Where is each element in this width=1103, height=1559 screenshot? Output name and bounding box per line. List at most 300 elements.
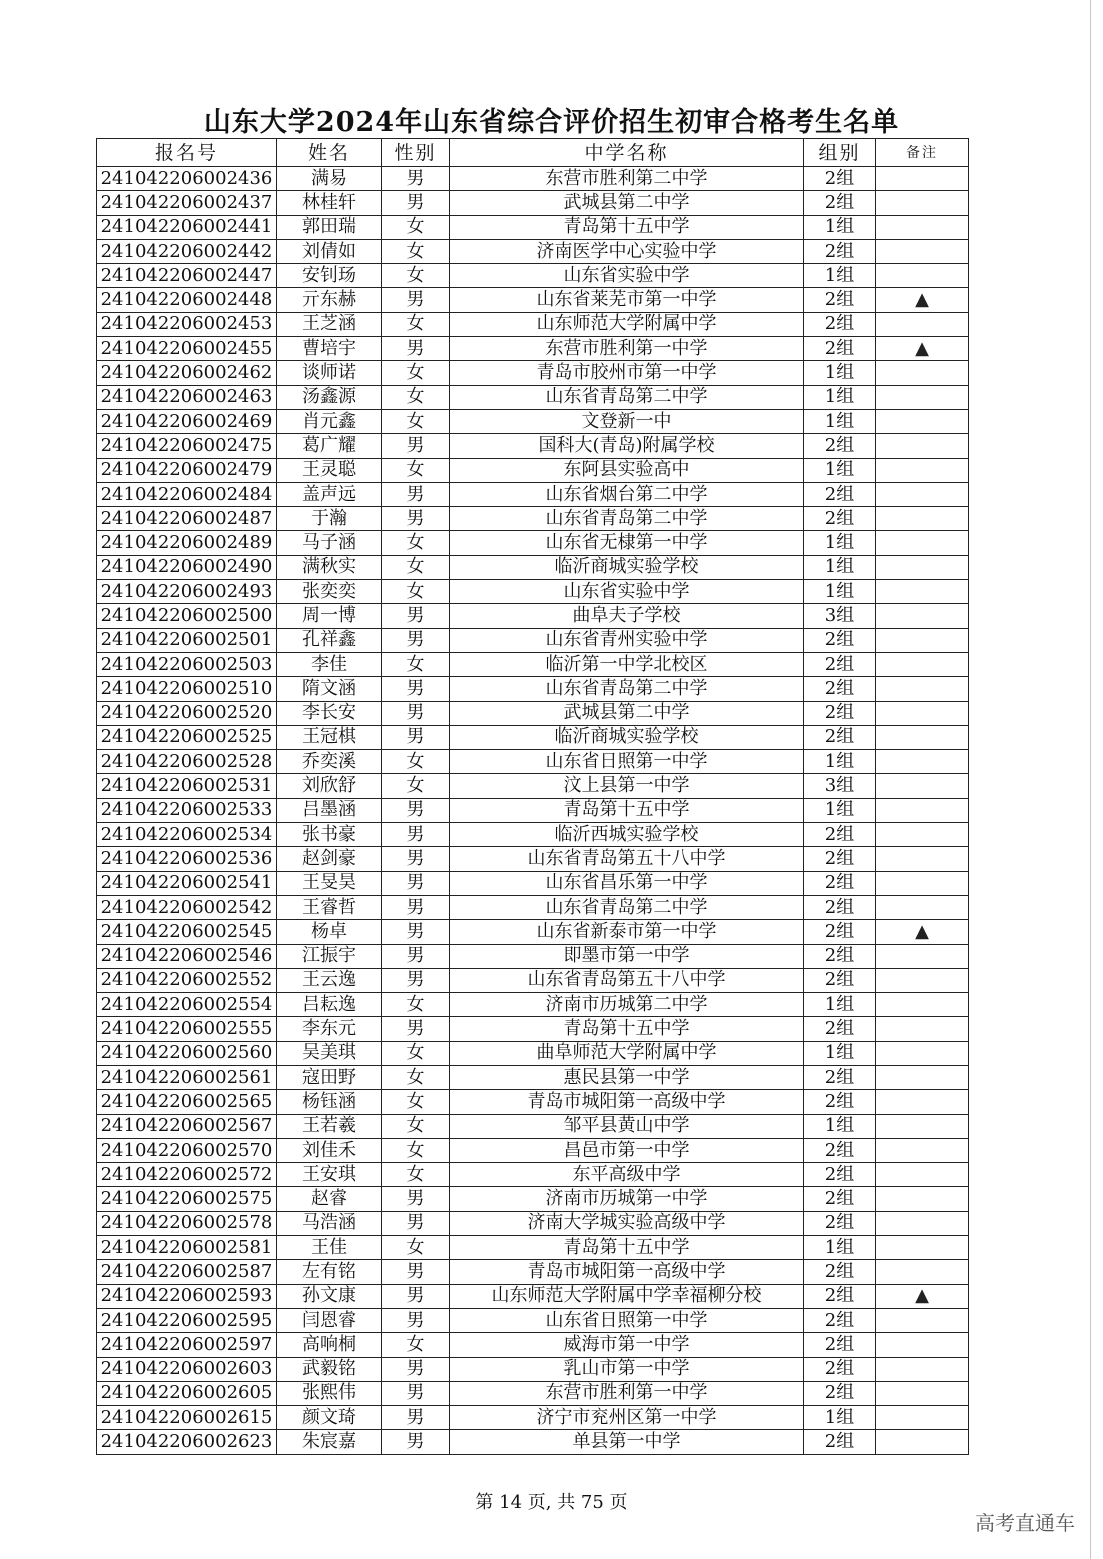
table-row (97, 531, 969, 555)
cell-registration-id: 241042206002484 (97, 482, 277, 506)
table-row (97, 288, 969, 312)
cell-group: 2组 (804, 968, 876, 992)
cell-sex: 女 (382, 1236, 450, 1260)
table-row (97, 385, 969, 409)
page-edge-line (1090, 0, 1091, 1559)
cell-note (876, 239, 969, 263)
cell-school: 文登新一中 (450, 409, 804, 433)
cell-school: 临沂商城实验学校 (450, 725, 804, 749)
cell-registration-id: 241042206002575 (97, 1187, 277, 1211)
cell-school: 邹平县黄山中学 (450, 1114, 804, 1138)
cell-group: 2组 (804, 434, 876, 458)
cell-name: 葛广耀 (277, 434, 382, 458)
cell-school: 山东省昌乐第一中学 (450, 871, 804, 895)
cell-note (876, 750, 969, 774)
cell-sex: 女 (382, 1090, 450, 1114)
cell-name: 王云逸 (277, 968, 382, 992)
cell-group: 2组 (804, 1430, 876, 1454)
cell-sex: 男 (382, 288, 450, 312)
cell-note (876, 1333, 969, 1357)
cell-note (876, 1357, 969, 1381)
cell-group: 2组 (804, 507, 876, 531)
cell-school: 青岛第十五中学 (450, 1017, 804, 1041)
table-row (97, 312, 969, 336)
cell-sex: 男 (382, 507, 450, 531)
cell-name: 高响桐 (277, 1333, 382, 1357)
cell-school: 济南市历城第一中学 (450, 1187, 804, 1211)
cell-note (876, 823, 969, 847)
table-row (97, 604, 969, 628)
cell-school: 山东省青岛第二中学 (450, 507, 804, 531)
cell-name: 赵睿 (277, 1187, 382, 1211)
cell-school: 单县第一中学 (450, 1430, 804, 1454)
cell-sex: 男 (382, 482, 450, 506)
cell-sex: 女 (382, 458, 450, 482)
cell-school: 山东师范大学附属中学 (450, 312, 804, 336)
cell-school: 东阿县实验高中 (450, 458, 804, 482)
table-row (97, 1406, 969, 1430)
cell-note (876, 1430, 969, 1454)
table-row (97, 482, 969, 506)
cell-note (876, 215, 969, 239)
cell-sex: 男 (382, 798, 450, 822)
cell-group: 2组 (804, 1163, 876, 1187)
cell-note (876, 1017, 969, 1041)
cell-registration-id: 241042206002531 (97, 774, 277, 798)
table-row (97, 1211, 969, 1235)
cell-registration-id: 241042206002593 (97, 1284, 277, 1308)
cell-school: 山东省烟台第二中学 (450, 482, 804, 506)
cell-note (876, 1406, 969, 1430)
cell-name: 马浩涵 (277, 1211, 382, 1235)
cell-registration-id: 241042206002490 (97, 555, 277, 579)
cell-name: 王冠棋 (277, 725, 382, 749)
cell-note (876, 1065, 969, 1089)
cell-school: 曲阜夫子学校 (450, 604, 804, 628)
cell-registration-id: 241042206002525 (97, 725, 277, 749)
table-row (97, 191, 969, 215)
table-row (97, 847, 969, 871)
table-row (97, 1090, 969, 1114)
cell-registration-id: 241042206002534 (97, 823, 277, 847)
cell-sex: 女 (382, 312, 450, 336)
cell-note (876, 1260, 969, 1284)
cell-note (876, 1187, 969, 1211)
cell-note (876, 1211, 969, 1235)
cell-name: 杨钰涵 (277, 1090, 382, 1114)
cell-name: 王佳 (277, 1236, 382, 1260)
cell-note (876, 191, 969, 215)
cell-registration-id: 241042206002561 (97, 1065, 277, 1089)
cell-school: 山东省新泰市第一中学 (450, 920, 804, 944)
table-row (97, 628, 969, 652)
cell-note (876, 968, 969, 992)
cell-school: 山东省青岛第五十八中学 (450, 968, 804, 992)
cell-sex: 女 (382, 580, 450, 604)
cell-name: 左有铭 (277, 1260, 382, 1284)
cell-school: 济南医学中心实验中学 (450, 239, 804, 263)
cell-group: 2组 (804, 895, 876, 919)
cell-note (876, 725, 969, 749)
cell-group: 2组 (804, 847, 876, 871)
cell-note (876, 409, 969, 433)
cell-sex: 男 (382, 920, 450, 944)
cell-note (876, 1114, 969, 1138)
table-row (97, 1260, 969, 1284)
header-sex: 性别 (382, 139, 450, 167)
table-row (97, 1163, 969, 1187)
cell-name: 李佳 (277, 652, 382, 676)
cell-group: 2组 (804, 191, 876, 215)
cell-note (876, 652, 969, 676)
cell-group: 2组 (804, 312, 876, 336)
cell-school: 临沂商城实验学校 (450, 555, 804, 579)
cell-sex: 男 (382, 1284, 450, 1308)
cell-sex: 男 (382, 1406, 450, 1430)
cell-sex: 女 (382, 409, 450, 433)
page-number-footer: 第 14 页, 共 75 页 (475, 1492, 628, 1513)
cell-sex: 男 (382, 434, 450, 458)
cell-school: 青岛市城阳第一高级中学 (450, 1090, 804, 1114)
cell-registration-id: 241042206002555 (97, 1017, 277, 1041)
cell-name: 朱宸嘉 (277, 1430, 382, 1454)
table-row (97, 1017, 969, 1041)
cell-sex: 女 (382, 1333, 450, 1357)
cell-note (876, 312, 969, 336)
cell-name: 李长安 (277, 701, 382, 725)
cell-sex: 女 (382, 264, 450, 288)
cell-registration-id: 241042206002536 (97, 847, 277, 871)
cell-name: 张熙伟 (277, 1381, 382, 1405)
cell-school: 临沂西城实验学校 (450, 823, 804, 847)
header-name: 姓名 (277, 139, 382, 167)
cell-sex: 男 (382, 677, 450, 701)
cell-registration-id: 241042206002441 (97, 215, 277, 239)
cell-name: 满秋实 (277, 555, 382, 579)
cell-school: 山东省青岛第二中学 (450, 677, 804, 701)
cell-registration-id: 241042206002489 (97, 531, 277, 555)
cell-name: 王旻昊 (277, 871, 382, 895)
cell-sex: 男 (382, 895, 450, 919)
cell-note (876, 458, 969, 482)
cell-group: 2组 (804, 871, 876, 895)
cell-school: 青岛第十五中学 (450, 798, 804, 822)
cell-note: ▲ (876, 920, 969, 944)
cell-group: 2组 (804, 1381, 876, 1405)
cell-group: 2组 (804, 823, 876, 847)
cell-group: 2组 (804, 1090, 876, 1114)
cell-registration-id: 241042206002560 (97, 1041, 277, 1065)
cell-note (876, 895, 969, 919)
table-row (97, 1381, 969, 1405)
cell-registration-id: 241042206002463 (97, 385, 277, 409)
cell-group: 2组 (804, 1308, 876, 1332)
cell-note (876, 385, 969, 409)
cell-sex: 男 (382, 823, 450, 847)
cell-sex: 男 (382, 847, 450, 871)
table-row (97, 580, 969, 604)
table-row (97, 409, 969, 433)
cell-school: 山东师范大学附属中学幸福柳分校 (450, 1284, 804, 1308)
cell-group: 1组 (804, 750, 876, 774)
cell-registration-id: 241042206002442 (97, 239, 277, 263)
cell-name: 寇田野 (277, 1065, 382, 1089)
table-row (97, 361, 969, 385)
cell-name: 郭田瑞 (277, 215, 382, 239)
table-row (97, 798, 969, 822)
cell-note (876, 507, 969, 531)
cell-school: 国科大(青岛)附属学校 (450, 434, 804, 458)
table-row (97, 823, 969, 847)
cell-name: 王睿哲 (277, 895, 382, 919)
cell-note (876, 1138, 969, 1162)
cell-name: 王灵聪 (277, 458, 382, 482)
cell-name: 马子涵 (277, 531, 382, 555)
cell-group: 2组 (804, 1138, 876, 1162)
cell-registration-id: 241042206002487 (97, 507, 277, 531)
cell-note (876, 628, 969, 652)
cell-sex: 男 (382, 871, 450, 895)
cell-name: 吕耘逸 (277, 993, 382, 1017)
table-row (97, 652, 969, 676)
cell-registration-id: 241042206002587 (97, 1260, 277, 1284)
cell-registration-id: 241042206002448 (97, 288, 277, 312)
cell-registration-id: 241042206002570 (97, 1138, 277, 1162)
cell-school: 山东省青岛第二中学 (450, 895, 804, 919)
table-row (97, 1065, 969, 1089)
cell-group: 1组 (804, 215, 876, 239)
table-row (97, 264, 969, 288)
cell-school: 济南市历城第二中学 (450, 993, 804, 1017)
cell-sex: 男 (382, 1017, 450, 1041)
cell-registration-id: 241042206002493 (97, 580, 277, 604)
cell-registration-id: 241042206002597 (97, 1333, 277, 1357)
table-row (97, 1041, 969, 1065)
cell-name: 武毅铭 (277, 1357, 382, 1381)
cell-note (876, 580, 969, 604)
cell-sex: 女 (382, 361, 450, 385)
cell-note (876, 944, 969, 968)
cell-school: 东营市胜利第二中学 (450, 167, 804, 191)
cell-school: 东营市胜利第一中学 (450, 337, 804, 361)
cell-school: 山东省日照第一中学 (450, 750, 804, 774)
cell-school: 武城县第二中学 (450, 191, 804, 215)
cell-group: 2组 (804, 628, 876, 652)
table-row (97, 555, 969, 579)
cell-group: 1组 (804, 1406, 876, 1430)
cell-group: 3组 (804, 774, 876, 798)
table-row (97, 1308, 969, 1332)
cell-registration-id: 241042206002572 (97, 1163, 277, 1187)
cell-registration-id: 241042206002462 (97, 361, 277, 385)
cell-registration-id: 241042206002453 (97, 312, 277, 336)
cell-sex: 女 (382, 652, 450, 676)
cell-group: 1组 (804, 1236, 876, 1260)
cell-name: 李东元 (277, 1017, 382, 1041)
cell-note (876, 677, 969, 701)
cell-registration-id: 241042206002578 (97, 1211, 277, 1235)
cell-group: 1组 (804, 993, 876, 1017)
cell-name: 谈师诺 (277, 361, 382, 385)
table-row (97, 920, 969, 944)
cell-group: 2组 (804, 944, 876, 968)
table-row (97, 968, 969, 992)
cell-note: ▲ (876, 1284, 969, 1308)
cell-registration-id: 241042206002455 (97, 337, 277, 361)
cell-sex: 女 (382, 750, 450, 774)
cell-sex: 男 (382, 1187, 450, 1211)
cell-name: 于瀚 (277, 507, 382, 531)
table-row (97, 701, 969, 725)
cell-sex: 男 (382, 628, 450, 652)
cell-sex: 男 (382, 968, 450, 992)
cell-name: 闫恩睿 (277, 1308, 382, 1332)
cell-group: 1组 (804, 361, 876, 385)
cell-registration-id: 241042206002542 (97, 895, 277, 919)
cell-name: 张书豪 (277, 823, 382, 847)
cell-school: 山东省青岛第二中学 (450, 385, 804, 409)
candidate-table (96, 138, 969, 1455)
cell-school: 青岛市胶州市第一中学 (450, 361, 804, 385)
cell-name: 吴美琪 (277, 1041, 382, 1065)
cell-sex: 男 (382, 604, 450, 628)
cell-name: 江振宇 (277, 944, 382, 968)
cell-note (876, 1041, 969, 1065)
cell-sex: 男 (382, 725, 450, 749)
cell-group: 1组 (804, 409, 876, 433)
cell-registration-id: 241042206002510 (97, 677, 277, 701)
cell-school: 济宁市兖州区第一中学 (450, 1406, 804, 1430)
table-row (97, 337, 969, 361)
header-school: 中学名称 (450, 139, 804, 167)
table-row (97, 871, 969, 895)
table-row (97, 993, 969, 1017)
table-row (97, 507, 969, 531)
cell-registration-id: 241042206002520 (97, 701, 277, 725)
cell-school: 青岛市城阳第一高级中学 (450, 1260, 804, 1284)
cell-registration-id: 241042206002567 (97, 1114, 277, 1138)
cell-group: 1组 (804, 264, 876, 288)
cell-school: 威海市第一中学 (450, 1333, 804, 1357)
cell-note (876, 264, 969, 288)
cell-registration-id: 241042206002437 (97, 191, 277, 215)
cell-sex: 男 (382, 337, 450, 361)
cell-name: 杨卓 (277, 920, 382, 944)
table-row (97, 1236, 969, 1260)
cell-school: 山东省无棣第一中学 (450, 531, 804, 555)
cell-registration-id: 241042206002541 (97, 871, 277, 895)
cell-registration-id: 241042206002615 (97, 1406, 277, 1430)
cell-name: 林桂轩 (277, 191, 382, 215)
cell-registration-id: 241042206002552 (97, 968, 277, 992)
cell-note (876, 871, 969, 895)
cell-school: 青岛第十五中学 (450, 215, 804, 239)
cell-registration-id: 241042206002605 (97, 1381, 277, 1405)
cell-registration-id: 241042206002475 (97, 434, 277, 458)
cell-note (876, 1381, 969, 1405)
cell-name: 隋文涵 (277, 677, 382, 701)
table-row (97, 750, 969, 774)
cell-group: 2组 (804, 652, 876, 676)
cell-group: 2组 (804, 1333, 876, 1357)
cell-name: 孙文康 (277, 1284, 382, 1308)
cell-note (876, 1090, 969, 1114)
cell-name: 盖声远 (277, 482, 382, 506)
cell-note: ▲ (876, 288, 969, 312)
cell-registration-id: 241042206002546 (97, 944, 277, 968)
cell-group: 2组 (804, 1260, 876, 1284)
cell-group: 2组 (804, 239, 876, 263)
header-registration-id: 报名号 (97, 139, 277, 167)
cell-school: 武城县第二中学 (450, 701, 804, 725)
cell-school: 即墨市第一中学 (450, 944, 804, 968)
cell-sex: 男 (382, 1308, 450, 1332)
document-title: 山东大学2024年山东省综合评价招生初审合格考生名单 (203, 107, 900, 138)
table-row (97, 774, 969, 798)
cell-name: 满易 (277, 167, 382, 191)
cell-name: 乔奕溪 (277, 750, 382, 774)
cell-name: 王若羲 (277, 1114, 382, 1138)
cell-school: 山东省青岛第五十八中学 (450, 847, 804, 871)
cell-note (876, 701, 969, 725)
cell-name: 曹培宇 (277, 337, 382, 361)
cell-registration-id: 241042206002623 (97, 1430, 277, 1454)
cell-registration-id: 241042206002595 (97, 1308, 277, 1332)
cell-sex: 女 (382, 993, 450, 1017)
cell-school: 乳山市第一中学 (450, 1357, 804, 1381)
header-note: 备注 (876, 139, 969, 167)
cell-note (876, 774, 969, 798)
cell-group: 2组 (804, 725, 876, 749)
table-row (97, 1138, 969, 1162)
cell-school: 曲阜师范大学附属中学 (450, 1041, 804, 1065)
cell-sex: 女 (382, 1065, 450, 1089)
table-row (97, 434, 969, 458)
table-row (97, 167, 969, 191)
table-row (97, 1357, 969, 1381)
cell-group: 2组 (804, 167, 876, 191)
cell-school: 山东省青州实验中学 (450, 628, 804, 652)
cell-group: 2组 (804, 1284, 876, 1308)
cell-group: 2组 (804, 920, 876, 944)
cell-registration-id: 241042206002554 (97, 993, 277, 1017)
cell-note (876, 361, 969, 385)
table-row (97, 1333, 969, 1357)
table-row (97, 1114, 969, 1138)
cell-group: 1组 (804, 555, 876, 579)
cell-group: 2组 (804, 1065, 876, 1089)
cell-registration-id: 241042206002479 (97, 458, 277, 482)
cell-sex: 男 (382, 701, 450, 725)
table-row (97, 725, 969, 749)
cell-sex: 男 (382, 167, 450, 191)
cell-name: 周一博 (277, 604, 382, 628)
watermark-text: 高考直通车 (975, 1511, 1075, 1535)
cell-school: 济南大学城实验高级中学 (450, 1211, 804, 1235)
cell-sex: 男 (382, 1211, 450, 1235)
cell-sex: 男 (382, 944, 450, 968)
cell-registration-id: 241042206002565 (97, 1090, 277, 1114)
cell-sex: 男 (382, 1260, 450, 1284)
cell-name: 王安琪 (277, 1163, 382, 1187)
cell-name: 孔祥鑫 (277, 628, 382, 652)
cell-name: 吕墨涵 (277, 798, 382, 822)
table-row (97, 215, 969, 239)
cell-group: 2组 (804, 482, 876, 506)
cell-note (876, 531, 969, 555)
cell-registration-id: 241042206002545 (97, 920, 277, 944)
cell-school: 惠民县第一中学 (450, 1065, 804, 1089)
